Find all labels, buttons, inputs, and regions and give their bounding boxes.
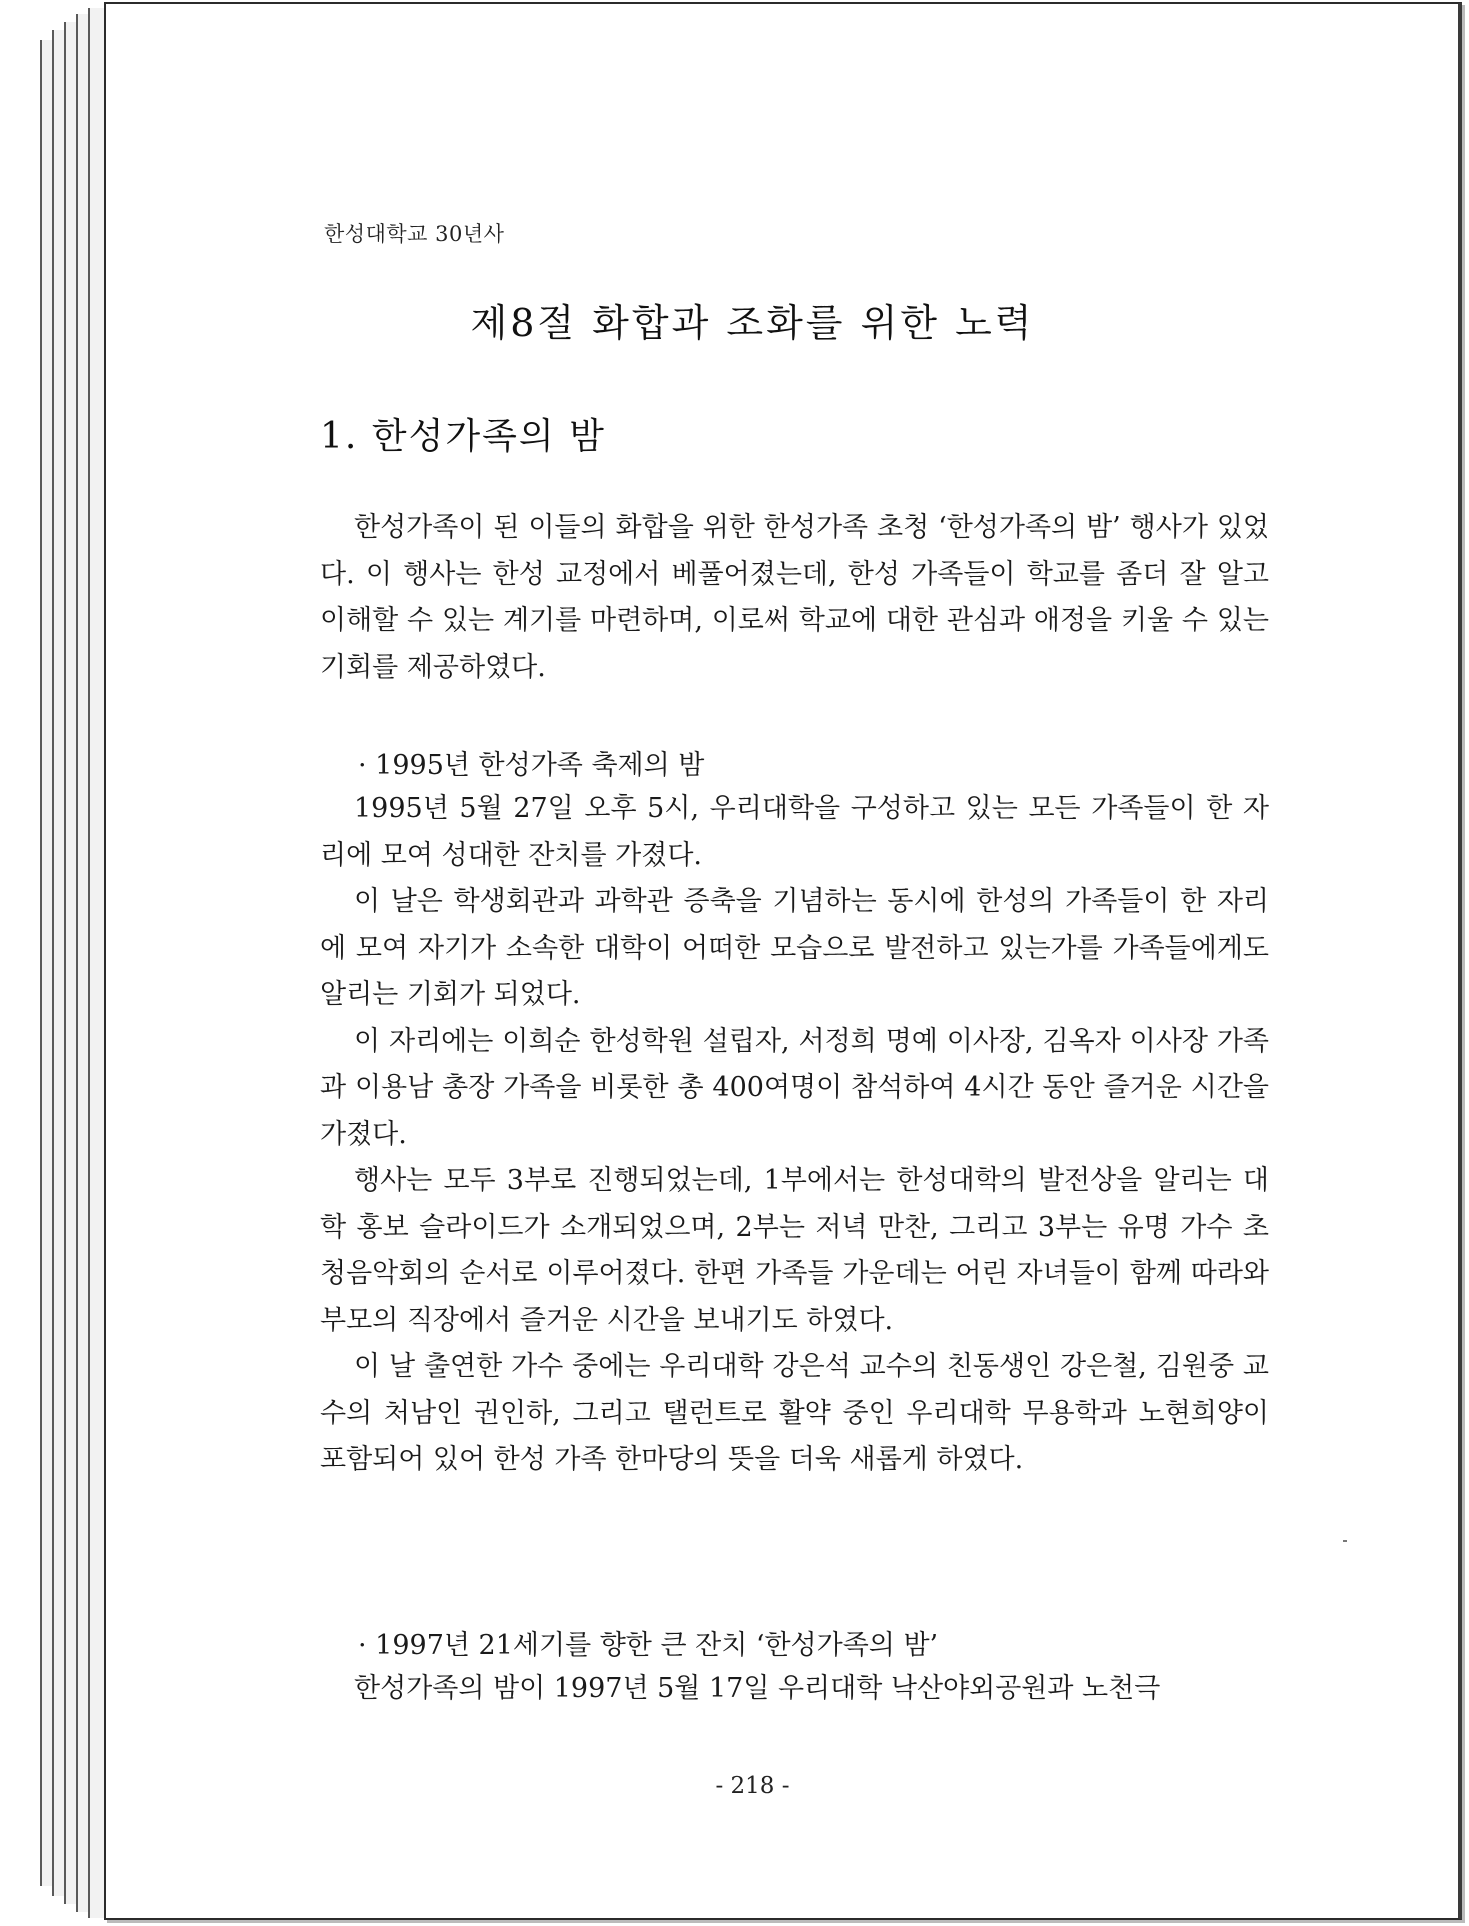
section-title: 제8절 화합과 조화를 위한 노력 [470, 301, 1035, 345]
subsection-title: 1. 한성가족의 밤 [320, 416, 606, 457]
paragraph: 행사는 모두 3부로 진행되었는데, 1부에서는 한성대학의 발전상을 알리는 대학 홍보 슬라이드가 소개되었으며, 2부는 저녁 만찬, 그리고 3부는 유명 가수 초청음악회의 순서로 이루어졌다. 한편 가족들 가운데는 어린 자녀들이 함께 따라와 부모의 직장에서 즐거운 시간을 보내기도 하였다. [320, 1165, 1269, 1336]
paragraph: 1995년 5월 27일 오후 5시, 우리대학을 구성하고 있는 모든 가족들이 한 자리에 모여 성대한 잔치를 가졌다. [320, 793, 1269, 871]
intro-paragraph: 한성가족이 된 이들의 화합을 위한 한성가족 초청 ‘한성가족의 밤’ 행사가 있었다. 이 행사는 한성 교정에서 베풀어졌는데, 한성 가족들이 학교를 좀더 잘 알고 이해할 수 있는 계기를 마련하며, 이로써 학교에 대한 관심과 애정을 키울 수 있는 기회를 제공하였다. [320, 512, 1269, 683]
event-1995-body [320, 786, 1269, 1484]
event-1995-title: · 1995년 한성가족 축제의 밤 [358, 750, 705, 781]
running-header: 한성대학교 30년사 [324, 222, 505, 246]
event-1997-body [320, 1666, 1269, 1713]
paragraph: 이 자리에는 이희순 한성학원 설립자, 서정희 명예 이사장, 김옥자 이사장 가족과 이용남 총장 가족을 비롯한 총 400여명이 참석하여 4시간 동안 즐거운 시간을 가졌다. [320, 1025, 1269, 1150]
paragraph: 한성가족의 밤이 1997년 5월 17일 우리대학 낙산야외공원과 노천극 [354, 1673, 1161, 1704]
page-number: - 218 - [715, 1773, 790, 1799]
margin-mark [1343, 1540, 1347, 1542]
paragraph: 이 날 출연한 가수 중에는 우리대학 강은석 교수의 친동생인 강은철, 김원중 교수의 처남인 권인하, 그리고 탤런트로 활약 중인 우리대학 무용학과 노현희양이 포함되어 있어 한성 가족 한마당의 뜻을 더욱 새롭게 하였다. [320, 1351, 1269, 1475]
intro-block [320, 505, 1269, 691]
paragraph: 이 날은 학생회관과 과학관 증축을 기념하는 동시에 한성의 가족들이 한 자리에 모여 자기가 소속한 대학이 어떠한 모습으로 발전하고 있는가를 가족들에게도 알리는 기회가 되었다. [320, 886, 1269, 1010]
event-1997-title: · 1997년 21세기를 향한 큰 잔치 ‘한성가족의 밤’ [358, 1630, 939, 1661]
